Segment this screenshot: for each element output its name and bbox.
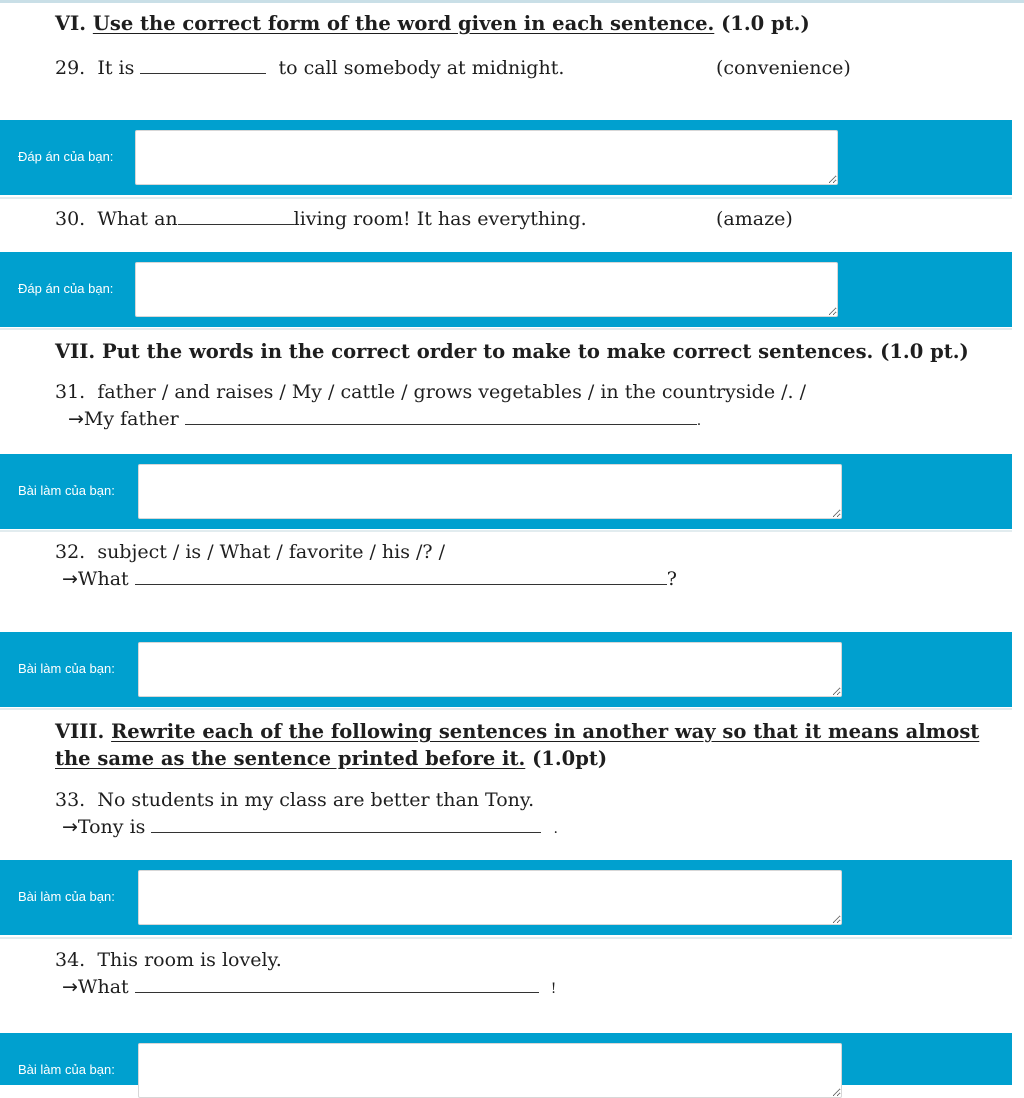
section-viii-title-line1: Rewrite each of the following sentences in another way so that it means almost (111, 720, 980, 743)
answer-blank (140, 72, 266, 74)
answer-input-31[interactable] (138, 464, 842, 519)
answer-blank (135, 991, 539, 993)
answer-label: Bài làm của bạn: (18, 1062, 115, 1077)
sentence-start: What (77, 568, 129, 590)
divider (0, 530, 1012, 532)
arrow-icon: → (68, 408, 84, 430)
question-number: 34. (55, 949, 86, 971)
section-viii-number: VIII. (55, 720, 105, 743)
answer-input-33[interactable] (138, 870, 842, 925)
section-vi-points: (1.0 pt.) (721, 12, 810, 35)
question-32 (55, 540, 445, 564)
answer-band-31 (0, 454, 1012, 529)
question-30 (55, 207, 587, 231)
section-vi-number: VI. (55, 12, 87, 35)
section-viii-heading-line2 (55, 747, 607, 771)
question-text-before: It is (97, 57, 135, 79)
question-number: 29. (55, 57, 86, 79)
sentence-end: . (553, 821, 558, 837)
question-30-hint: (amaze) (716, 208, 793, 230)
question-31 (55, 380, 806, 404)
section-viii-title-line2: the same as the sentence printed before it. (55, 747, 526, 770)
arrow-icon: → (62, 816, 78, 838)
answer-label: Bài làm của bạn: (18, 889, 115, 904)
answer-blank (151, 831, 541, 833)
section-viii-points: (1.0pt) (532, 747, 608, 770)
question-31-answer-line (68, 407, 701, 433)
sentence-start: What (77, 976, 129, 998)
answer-label: Đáp án của bạn: (18, 281, 114, 296)
question-text-after: living room! It has everything. (293, 208, 587, 230)
arrow-icon: → (62, 568, 78, 590)
question-text-after: to call somebody at midnight. (278, 57, 565, 79)
sentence-end: ? (666, 568, 677, 590)
answer-band-33 (0, 860, 1012, 935)
answer-blank (185, 423, 697, 425)
answer-band-29 (0, 120, 1012, 195)
question-34 (55, 948, 282, 972)
section-vii-heading: VII. Put the words in the correct order to make to make correct sentences. (1.0 pt.) (55, 340, 969, 363)
arrow-icon: → (62, 976, 78, 998)
answer-band-34 (0, 1033, 1012, 1085)
divider (0, 708, 1012, 710)
question-29 (55, 56, 564, 80)
question-number: 33. (55, 789, 86, 811)
answer-blank (135, 583, 667, 585)
answer-input-32[interactable] (138, 642, 842, 697)
question-number: 30. (55, 208, 86, 230)
top-divider (0, 0, 1024, 3)
divider (0, 328, 1012, 330)
divider (0, 197, 1012, 199)
answer-input-34[interactable] (138, 1043, 842, 1098)
question-33-answer-line (62, 815, 558, 841)
sentence-end: ! (550, 981, 557, 997)
sentence-start: Tony is (77, 816, 146, 838)
answer-band-30 (0, 252, 1012, 327)
question-number: 32. (55, 541, 86, 563)
answer-input-29[interactable] (135, 130, 838, 185)
sentence-start: My father (83, 408, 179, 430)
question-29-hint: (convenience) (716, 57, 851, 79)
question-32-answer-line (62, 567, 677, 591)
answer-band-32 (0, 632, 1012, 707)
question-words: No students in my class are better than Tony. (97, 789, 535, 811)
answer-blank (178, 223, 294, 225)
question-words: This room is lovely. (97, 949, 282, 971)
section-viii-heading (55, 720, 979, 744)
answer-label: Bài làm của bạn: (18, 661, 115, 676)
question-number: 31. (55, 381, 86, 403)
question-33 (55, 788, 534, 812)
question-34-answer-line (62, 975, 556, 1001)
answer-label: Đáp án của bạn: (18, 149, 114, 164)
answer-input-30[interactable] (135, 262, 838, 317)
section-vi-title: Use the correct form of the word given in each sentence. (92, 12, 715, 35)
question-words: subject / is / What / favorite / his /? / (97, 541, 446, 563)
section-vi-heading (55, 12, 810, 36)
divider (0, 937, 1012, 939)
sentence-end: . (696, 413, 702, 429)
answer-label: Bài làm của bạn: (18, 483, 115, 498)
question-words: father / and raises / My / cattle / grows vegetables / in the countryside /. / (97, 381, 807, 403)
question-text-before: What an (97, 208, 178, 230)
